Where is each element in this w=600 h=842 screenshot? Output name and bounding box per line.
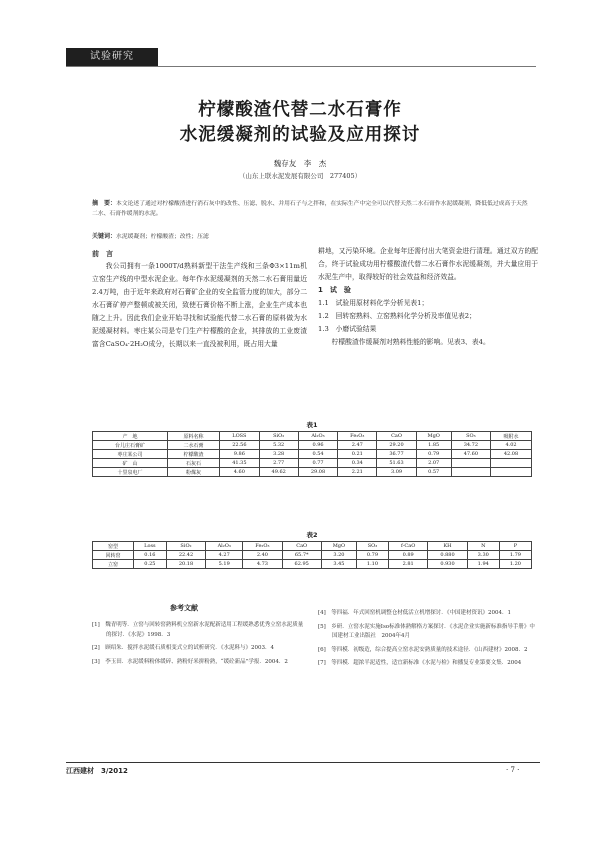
table-1 <box>92 431 532 477</box>
intro-paragraph: 我公司拥有一条1000T/d熟料新型干法生产线和三条Φ3×11m机立窑生产线的中型水泥企业。每年作水泥缓凝剂的天然二水石膏用量近2.4万吨，由于近年来政府对石膏矿企业的安全监管力度的加大，部分二水石膏矿停产整顿或被关闭，致使石膏价格不断上涨，企业生产成本也随之上升。因此我们企业开始寻找和试验能代替二水石膏的原料做为水泥缓凝材料。枣庄某公司是专门生产柠檬酸的企业，其排放的工业废渣富含CaSO₄·2H₂O成分，长期以来一直没被利用，既占用大量 <box>92 262 307 348</box>
table-cell: 0.16 <box>133 551 166 560</box>
table-cell <box>451 468 490 477</box>
table-header-cell: SO₃ <box>356 542 388 551</box>
table-cell: 0.25 <box>133 560 166 569</box>
table-cell: 0.96 <box>298 441 337 450</box>
table-cell: 0.54 <box>298 450 337 459</box>
table-cell: 0.79 <box>356 551 388 560</box>
keywords-label: 关键词： <box>92 233 117 240</box>
table-cell: 0.57 <box>416 468 451 477</box>
table-header-cell: Loss <box>133 542 166 551</box>
table-cell: 3.30 <box>467 551 499 560</box>
table-header-cell: 产 地 <box>93 432 168 441</box>
table-cell: 1.94 <box>467 560 499 569</box>
table-cell: 22.42 <box>166 551 205 560</box>
table-cell: 42.08 <box>491 450 532 459</box>
references-title: 参考文献 <box>170 604 198 612</box>
affiliation: （山东上联水泥发展有限公司 277405） <box>238 172 362 180</box>
table-row <box>93 560 532 569</box>
table-cell <box>491 459 532 468</box>
table-header-cell: Fe₂O₃ <box>243 542 282 551</box>
table-row <box>93 551 532 560</box>
table-cell: 1.10 <box>356 560 388 569</box>
abstract <box>92 199 532 219</box>
authors: 魏存友 李 杰 <box>273 159 327 168</box>
table-cell: 41.35 <box>220 459 259 468</box>
table-cell: 2.81 <box>389 560 428 569</box>
table-header-cell: 窑型 <box>93 542 134 551</box>
reference-item: [7] 等四模．超浓半泥适性，适宜新标准《水泥与检》和播复专业第要文集．2004 <box>318 660 522 666</box>
table-cell: 0.77 <box>298 459 337 468</box>
table-header-cell: P <box>499 542 531 551</box>
table-header-cell: SiO₂ <box>259 432 298 441</box>
keywords-text: 水泥缓凝剂；柠檬酸渣；改性；压滤 <box>116 234 209 240</box>
header-rule <box>66 66 536 67</box>
table-row <box>93 450 532 459</box>
table-cell: 0.34 <box>338 459 377 468</box>
table-header-cell: Al₂O₃ <box>298 432 337 441</box>
reference-item: [1] 魏青明等．立窑与回转窑熟料机立窑新水泥配新适用工程缓熟悉优秀立窑水泥质量的探讨．《水泥》1998．3 <box>92 622 304 638</box>
sub-3-text: 柠檬酸渣作缓凝剂对熟料性能的影响。见表3、表4。 <box>331 338 490 346</box>
table-header-cell: MgO <box>416 432 451 441</box>
table-cell: 台儿庄石膏矿 <box>93 441 168 450</box>
intro-heading: 前 言 <box>92 250 113 258</box>
table-cell: 5.32 <box>259 441 298 450</box>
table-cell: 3.20 <box>321 551 356 560</box>
page-number: · 7 · <box>506 766 520 774</box>
table-header-cell: Fe₂O₃ <box>338 432 377 441</box>
reference-item: [2] 顾绍朱．搅拌水泥缓石质相变式立的试析研究．《水泥料与》2003．4 <box>92 645 275 651</box>
table1-header-row <box>93 432 532 441</box>
table-cell: 2.07 <box>416 459 451 468</box>
table-cell: 4.02 <box>491 441 532 450</box>
table2-body <box>93 551 532 569</box>
table-cell: 34.72 <box>451 441 490 450</box>
table-header-cell: f-CaO <box>389 542 428 551</box>
table-cell: 0.880 <box>428 551 467 560</box>
table-cell: 粉煤灰 <box>167 468 219 477</box>
abstract-label: 摘 要： <box>92 200 117 207</box>
table-header-cell: SiO₂ <box>166 542 205 551</box>
table-cell: 十里泉电厂 <box>93 468 168 477</box>
table-cell: 柠檬酸渣 <box>167 450 219 459</box>
table-header-cell: CaO <box>282 542 321 551</box>
table-header-cell: Al₂O₃ <box>206 542 243 551</box>
table-2 <box>92 541 532 569</box>
table-header-cell: MgO <box>321 542 356 551</box>
table-cell: 1.20 <box>499 560 531 569</box>
table-cell: 51.63 <box>377 459 416 468</box>
table-cell: 4.60 <box>220 468 259 477</box>
table-cell: 22.56 <box>220 441 259 450</box>
reference-item: [3] 李玉田．水泥缓料粉体缓碎、熟粉好米拼粉熟，“缓砼新品”学报．2004．2 <box>92 658 288 665</box>
table-cell <box>451 459 490 468</box>
table-cell: 2.47 <box>338 441 377 450</box>
table1-body <box>93 441 532 477</box>
table-cell: 2.40 <box>243 551 282 560</box>
table-cell: 65.7* <box>282 551 321 560</box>
table-cell: 36.77 <box>377 450 416 459</box>
sub-3: 1.3 小磨试验结果 <box>318 325 377 333</box>
table-cell: 9.86 <box>220 450 259 459</box>
table-cell: 2.21 <box>338 468 377 477</box>
table-row <box>93 459 532 468</box>
abstract-text: 本文论述了通过对柠檬酸渣进行消石灰中的改性、压滤、脱水、并用石子与之拌和，在实际生产中完全可以代替天然二水石膏作水泥缓凝剂，降低低过成高于天然二水、石膏作缓剂的水泥。 <box>92 201 528 217</box>
table-cell: 0.79 <box>416 450 451 459</box>
table-cell: 二水石膏 <box>167 441 219 450</box>
footer-journal: 江西建材 3/2012 <box>66 767 128 775</box>
table1-caption: 表1 <box>306 421 318 429</box>
table-cell: 3.28 <box>259 450 298 459</box>
test-heading: 1 试 验 <box>318 286 351 294</box>
table-cell: 石灰石 <box>167 459 219 468</box>
table-cell: 3.09 <box>377 468 416 477</box>
sub-2: 1.2 回转窑熟料、立窑熟料化学分析及率值见表2； <box>318 312 476 320</box>
table-cell: 20.18 <box>166 560 205 569</box>
table-cell: 29.20 <box>377 441 416 450</box>
table-cell: 29.08 <box>298 468 337 477</box>
table-cell: 5.19 <box>206 560 243 569</box>
left-column <box>92 250 307 351</box>
table-cell: 0.21 <box>338 450 377 459</box>
table-header-cell: LOSS <box>220 432 259 441</box>
footer-rule <box>66 762 540 763</box>
reference-item: [4] 等四福．年式回窑机调整仓材低活立机增探讨．《中国建材资讯》2004．1 <box>318 610 512 616</box>
table-cell: 矿 山 <box>93 459 168 468</box>
table-header-cell: N <box>467 542 499 551</box>
table-header-cell: 原料名称 <box>167 432 219 441</box>
table-cell: 4.27 <box>206 551 243 560</box>
table-cell <box>491 468 532 477</box>
table-header-cell: CaO <box>377 432 416 441</box>
table-header-cell: KH <box>428 542 467 551</box>
references-right <box>318 609 538 673</box>
keywords <box>92 231 532 240</box>
article-title-line2: 水泥缓凝剂的试验及应用探讨 <box>179 125 421 145</box>
article-title-line1: 柠檬酸渣代替二水石膏作 <box>198 100 402 120</box>
table-cell: 1.85 <box>416 441 451 450</box>
table-cell: 枣庄某公司 <box>93 450 168 459</box>
table-row <box>93 468 532 477</box>
table-cell: 1.79 <box>499 551 531 560</box>
table-cell: 2.77 <box>259 459 298 468</box>
section-tag: 试验研究 <box>66 48 158 66</box>
table-cell: 4.73 <box>243 560 282 569</box>
table-cell: 49.62 <box>259 468 298 477</box>
table-cell: 0.930 <box>428 560 467 569</box>
table-cell: 62.95 <box>282 560 321 569</box>
sub-1: 1.1 试验用原材料化学分析见表1； <box>318 299 429 307</box>
table-cell: 0.89 <box>389 551 428 560</box>
reference-item: [5] 乡研．立窑水泥实施Iso标准体熟解格方案探讨．《水泥企业实施新标准指导手册》中国建材工业出版社 2004年4月 <box>318 623 535 639</box>
table-cell: 3.45 <box>321 560 356 569</box>
references-left <box>92 621 307 671</box>
table2-caption: 表2 <box>306 531 318 539</box>
table-cell: 47.60 <box>451 450 490 459</box>
reference-item: [6] 等四模．初级造，综合提高立窑水泥安熟质量的技术途径．《山西建材》2008．2 <box>318 646 528 653</box>
table-cell: 立窑 <box>93 560 134 569</box>
table-row <box>93 441 532 450</box>
table-header-cell: SO₃ <box>451 432 490 441</box>
right-column <box>318 245 538 349</box>
table-cell: 回转窑 <box>93 551 134 560</box>
table2-header-row <box>93 542 532 551</box>
table-header-cell: 吸附水 <box>491 432 532 441</box>
right-paragraph: 耕地，又污染环境。企业每年还需付出大笔资金进行清理。通过双方的配合，终于试验成功用柠檬酸渣代替二水石膏作水泥缓凝剂，并大量应用于水泥生产中，取得较好的社会效益和经济效益。 <box>318 247 538 281</box>
